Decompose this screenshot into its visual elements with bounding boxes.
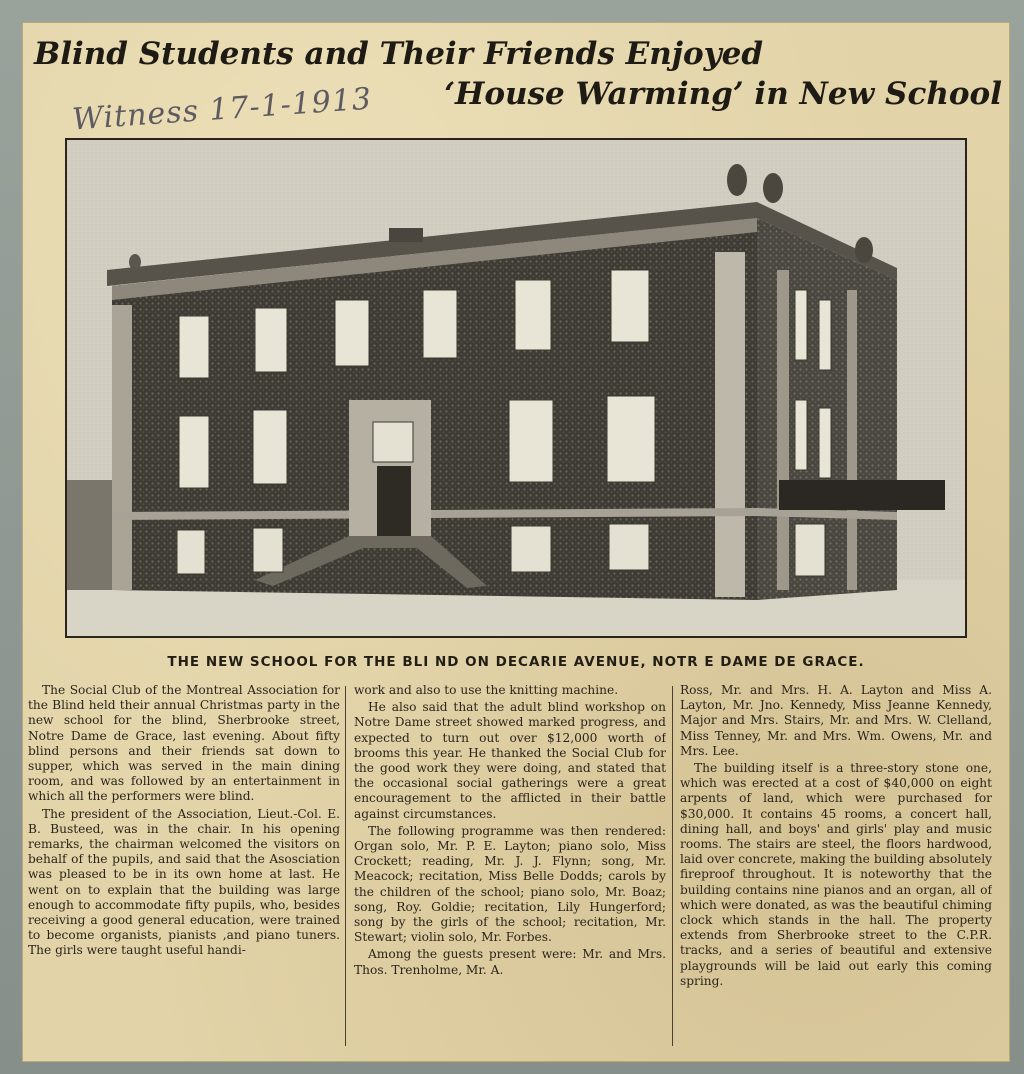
- column-1-paragraph: The Social Club of the Montreal Association for the Blind held their annual Christmas party in the new school for the blind, Sherbrooke street, Notre Dame de Grace, last evening. About fifty blind persons and their friends sat down to supper, which was served in the main dining room, and was followed by an entertainment in which all the performers were blind.: [28, 683, 340, 804]
- photo-caption: THE NEW SCHOOL FOR THE BLI ND ON DECARIE AVENUE, NOTR E DAME DE GRACE.: [167, 654, 865, 670]
- column-divider: [672, 686, 673, 1046]
- column-3-paragraph: The building itself is a three-story stone one, which was erected at a cost of $40,000 on eight arpents of land, which were purchased for $30,000. It contains 45 rooms, a concert hall, dining hall, and boys' and girls' play and music rooms. The stairs are steel, the floors hardwood, laid over concrete, making the building absolutely fireproof throughout. It is noteworthy that the building contains nine pianos and an organ, all of which were donated, as was the beautiful chiming clock which stands in the hall. The property extends from Sherbrooke street to the C.P.R. tracks, and a series of beautiful and extensive playgrounds will be laid out early this coming spring.: [680, 761, 992, 988]
- column-1-paragraph: The president of the Association, Lieut.-Col. E. B. Busteed, was in the chair. In his opening remarks, the chairman welcomed the visitors on behalf of the pupils, and said that the Asosciation was pleased to be in its own home at last. He went on to explain that the building was large enough to accommodate fifty pupils, who, besides receiving a good general education, were trained to become organists, pianists ,and piano tuners. The girls were taught useful handi-: [28, 806, 340, 958]
- article-column-3: [680, 683, 992, 1053]
- column-3-paragraph: Ross, Mr. and Mrs. H. A. Layton and Miss A. Layton, Mr. Jno. Kennedy, Miss Jeanne Kennedy, Major and Mrs. Stairs, Mr. and Mrs. W. Clelland, Miss Tenney, Mr. and Mrs. Wm. Owens, Mr. and Mrs. Lee.: [680, 683, 992, 758]
- school-building-photo: [65, 138, 967, 638]
- handwritten-date-note: Witness 17-1-1913: [71, 81, 374, 138]
- newspaper-clipping: [22, 22, 1010, 1062]
- column-2-paragraph: Among the guests present were: Mr. and Mrs. Thos. Trenholme, Mr. A.: [354, 947, 666, 977]
- article-column-2: [354, 683, 666, 1053]
- column-2-paragraph: work and also to use the knitting machine.: [354, 683, 619, 697]
- headline-line-2: ‘House Warming’ in New School: [444, 76, 1002, 112]
- column-2-paragraph: The following programme was then rendered: Organ solo, Mr. P. E. Layton; piano solo, Miss Crockett; reading, Mr. J. J. Flynn; song, Mr. Meacock; recitation, Miss Belle Dodds; carols by the children of the school; piano solo, Mr. Boaz; song, Roy. Goldie; recitation, Lily Hungerford; song by the girls of the school; recitation, Mr. Stewart; violin solo, Mr. Forbes.: [354, 823, 666, 945]
- article-column-1: [28, 683, 340, 1053]
- column-2-paragraph: He also said that the adult blind workshop on Notre Dame street showed marked progress, and expected to turn out over $12,000 worth of brooms this year. He thanked the Social Club for the good work they were doing, and stated that the occasional social gatherings were a great encouragement to the afflicted in their battle against circumstances.: [354, 700, 666, 821]
- headline-line-1: Blind Students and Their Friends Enjoyed: [34, 36, 764, 72]
- column-divider: [345, 686, 346, 1046]
- building-illustration: [67, 140, 965, 636]
